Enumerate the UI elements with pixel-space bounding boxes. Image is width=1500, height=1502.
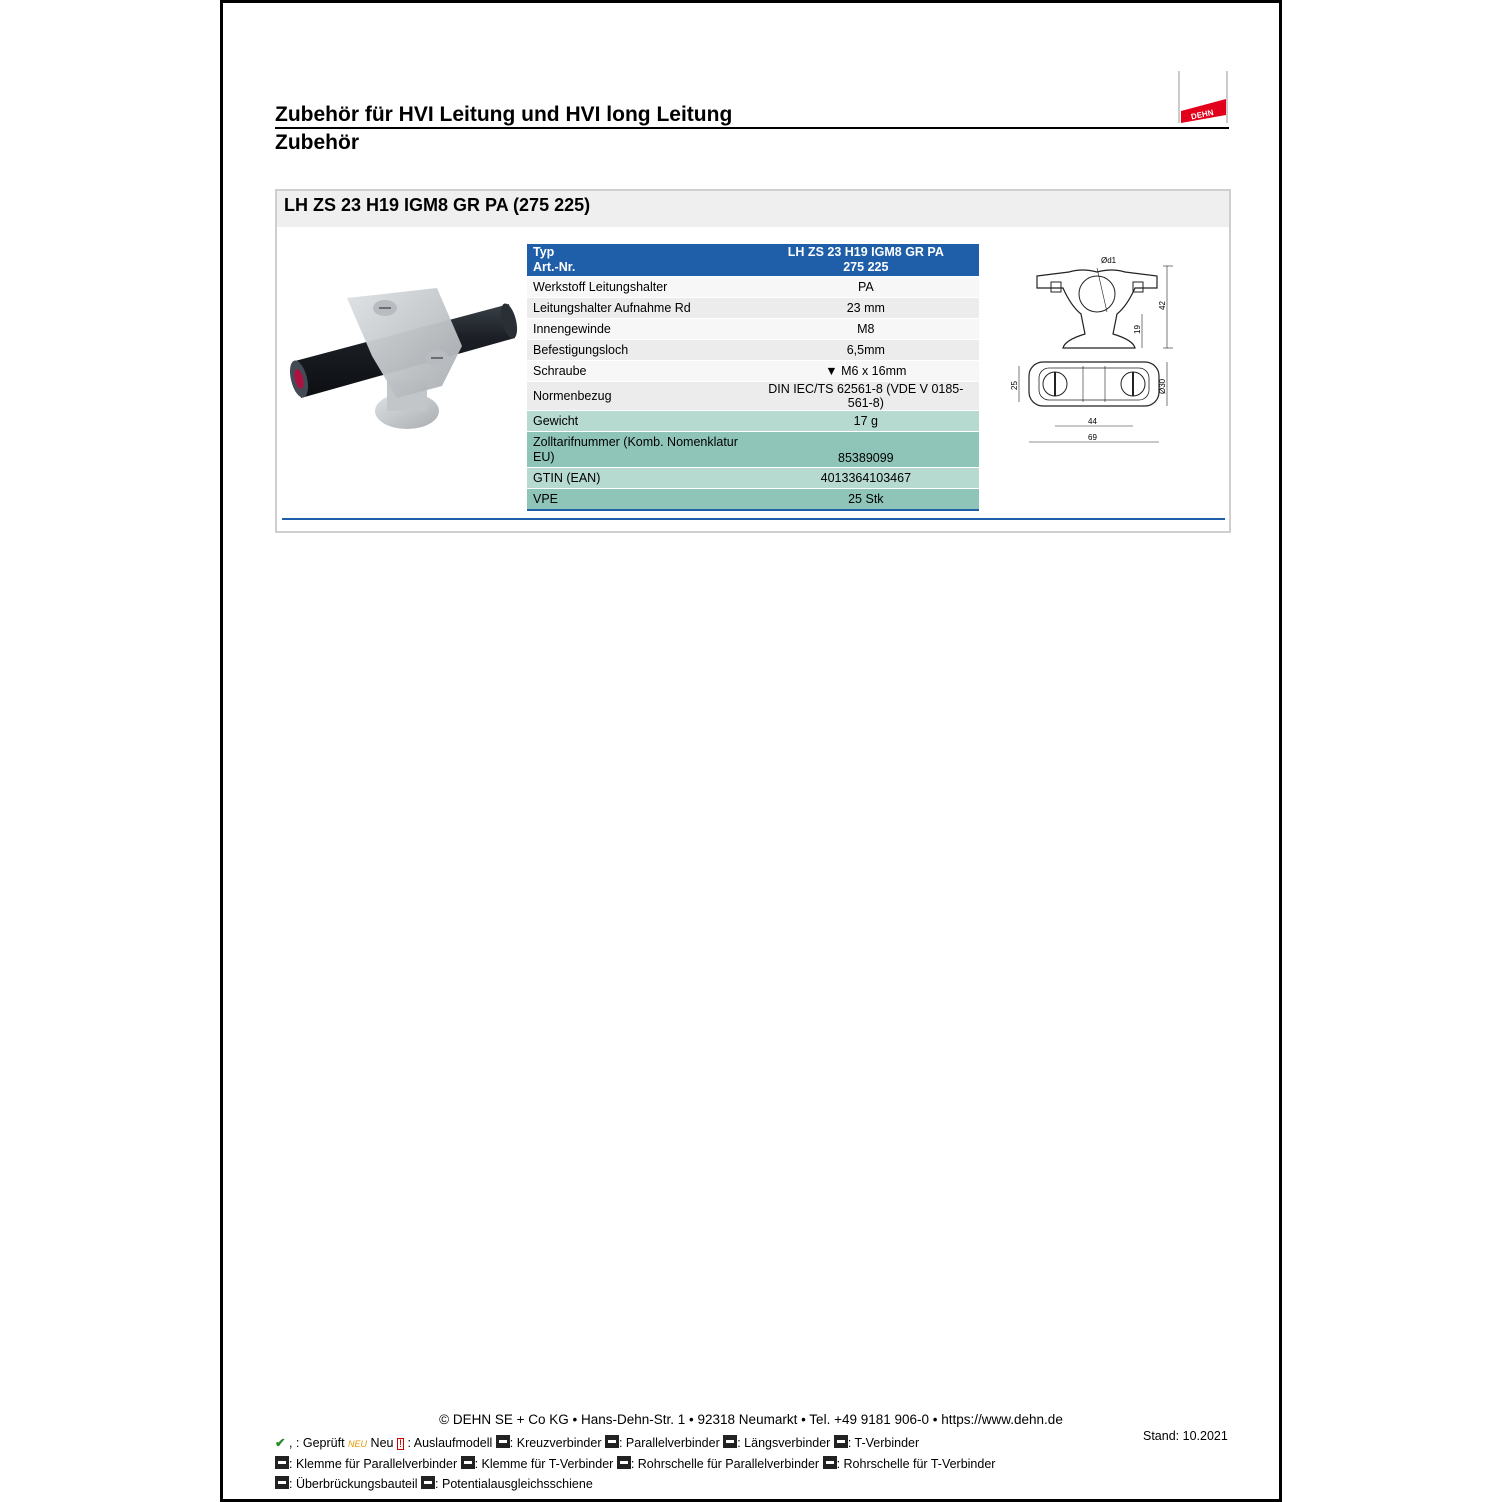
dim-69: 69: [1088, 433, 1097, 442]
spec-row: [527, 361, 979, 382]
warning-icon: !: [398, 1438, 403, 1450]
cross-connector-icon: [496, 1435, 510, 1448]
bridging-component-icon: [275, 1476, 289, 1489]
svg-text:DEHN: DEHN: [1190, 107, 1215, 122]
spec-row: [527, 432, 979, 468]
spec-value: DIN IEC/TS 62561-8 (VDE V 0185-561-8): [753, 382, 979, 411]
footer-legend: [275, 1433, 1135, 1494]
typ-label: Typ: [533, 245, 555, 259]
spec-header-row: [527, 244, 979, 277]
product-heading: LH ZS 23 H19 IGM8 GR PA (275 225): [284, 195, 591, 215]
spec-value: 6,5mm: [753, 340, 979, 361]
spec-label: Leitungshalter Aufnahme Rd: [527, 298, 753, 319]
legend-checked: , : Geprüft: [288, 1436, 345, 1450]
checkmark-icon: ✔: [275, 1436, 286, 1450]
dim-19: 19: [1133, 325, 1142, 334]
pipe-clamp-parallel-icon: [617, 1456, 631, 1469]
spec-value: PA: [753, 277, 979, 298]
screw-head-icon: ▼: [825, 364, 838, 378]
longitudinal-connector-icon: [723, 1435, 737, 1448]
spec-value: 23 mm: [753, 298, 979, 319]
screw-value: M6 x 16mm: [841, 364, 907, 378]
dehn-logo: [1178, 71, 1228, 123]
spec-value: 17 g: [753, 411, 979, 432]
t-connector-icon: [834, 1435, 848, 1448]
legend-potential: : Potentialausgleichsschiene: [435, 1477, 593, 1491]
spec-value: M8: [753, 319, 979, 340]
parallel-connector-icon: [605, 1435, 619, 1448]
dim-44: 44: [1088, 417, 1097, 426]
footer-stand: Stand: 10.2021: [1143, 1429, 1228, 1443]
page-title: Zubehör für HVI Leitung und HVI long Leitung: [275, 103, 733, 126]
dim-42: 42: [1158, 301, 1167, 310]
legend-auslauf: : Auslaufmodell: [407, 1436, 493, 1450]
pipe-clamp-t-icon: [823, 1456, 837, 1469]
legend-ueberbrueck: : Überbrückungsbauteil: [289, 1477, 418, 1491]
spec-row: [527, 382, 979, 411]
legend-new: Neu: [370, 1436, 394, 1450]
spec-label: Innengewinde: [527, 319, 753, 340]
legend-t: : T-Verbinder: [847, 1436, 920, 1450]
technical-drawing: [1010, 254, 1217, 464]
spec-row: [527, 298, 979, 319]
product-card-header: [277, 191, 1229, 227]
spec-row: [527, 277, 979, 298]
spec-label: Zolltarifnummer (Komb. Nomenklatur EU): [527, 432, 753, 468]
product-card: [275, 189, 1231, 533]
art-label: Art.-Nr.: [533, 260, 576, 274]
dim-25: 25: [1010, 381, 1019, 390]
spec-label: Gewicht: [527, 411, 753, 432]
legend-parallel: : Parallelverbinder: [618, 1436, 720, 1450]
spec-label: Schraube: [527, 361, 753, 382]
legend-rohr-parallel: : Rohrschelle für Parallelverbinder: [630, 1457, 820, 1471]
legend-klemme-parallel: : Klemme für Parallelverbinder: [289, 1457, 458, 1471]
legend-kreuz: : Kreuzverbinder: [509, 1436, 602, 1450]
spec-row: [527, 468, 979, 489]
spec-row: [527, 319, 979, 340]
spec-row: [527, 411, 979, 432]
art-value: 275 225: [843, 260, 889, 274]
datasheet-page: [220, 0, 1282, 1502]
legend-rohr-t: : Rohrschelle für T-Verbinder: [836, 1457, 996, 1471]
legend-laengs: : Längsverbinder: [737, 1436, 831, 1450]
spec-label: VPE: [527, 489, 753, 511]
dim-d30: Ø30: [1158, 378, 1167, 394]
spec-value: 25 Stk: [753, 489, 979, 511]
spec-label: Befestigungsloch: [527, 340, 753, 361]
spec-value: [753, 361, 979, 382]
spec-value: 4013364103467: [753, 468, 979, 489]
legend-klemme-t: : Klemme für T-Verbinder: [474, 1457, 614, 1471]
spec-label: Werkstoff Leitungshalter: [527, 277, 753, 298]
t-clamp-icon: [461, 1456, 475, 1469]
equipotential-bar-icon: [421, 1476, 435, 1489]
typ-value: LH ZS 23 H19 IGM8 GR PA: [787, 245, 944, 259]
spec-value: 85389099: [753, 432, 979, 468]
spec-header-values: [753, 244, 979, 277]
footer-company: © DEHN SE + Co KG • Hans-Dehn-Str. 1 • 92318 Neumarkt • Tel. +49 9181 906-0 • https://www.dehn.de: [439, 1412, 1063, 1427]
parallel-clamp-icon: [275, 1456, 289, 1469]
page-subtitle: Zubehör: [275, 131, 359, 154]
spec-label: Normenbezug: [527, 382, 753, 411]
spec-table: [527, 244, 979, 511]
spec-row: [527, 489, 979, 511]
dim-d1: Ød1: [1101, 256, 1117, 265]
title-divider: [275, 127, 1229, 129]
spec-header-labels: [527, 244, 753, 277]
spec-row: [527, 340, 979, 361]
spec-label: GTIN (EAN): [527, 468, 753, 489]
card-divider: [282, 518, 1225, 520]
new-badge-icon: NEU: [348, 1439, 368, 1449]
product-photo: [287, 286, 517, 446]
